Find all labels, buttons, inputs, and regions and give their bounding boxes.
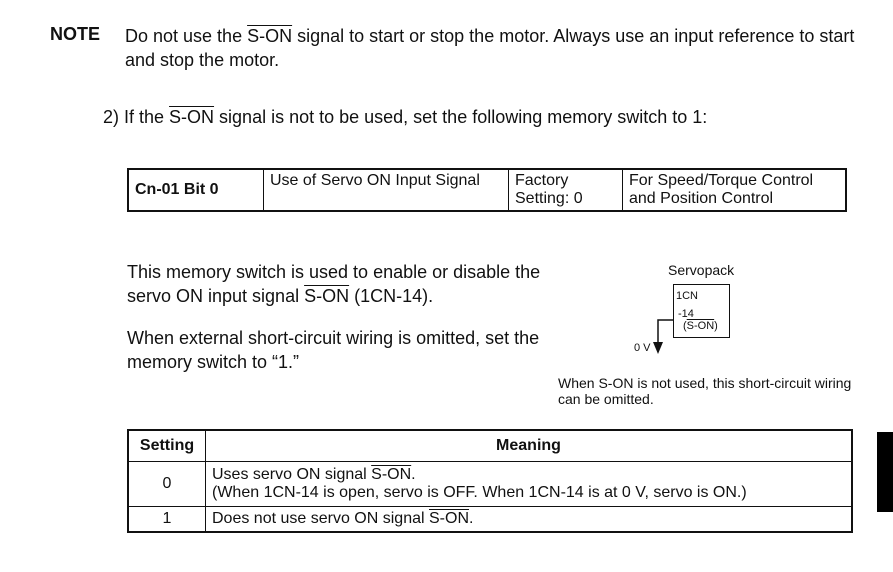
step-text-pre: If the: [119, 107, 170, 127]
note-label: NOTE: [50, 24, 101, 44]
note-text-post: signal to start or stop the motor. Always use an input reference to start and stop the motor.: [125, 26, 855, 70]
control-line1: For Speed/Torque Control: [629, 172, 814, 189]
switch-name: Use of Servo ON Input Signal: [264, 170, 509, 210]
control-line2: and Position Control: [629, 190, 774, 207]
switch-factory-setting: [509, 170, 623, 210]
step-signal: S-ON: [169, 107, 215, 127]
pin-signal-label: [683, 320, 718, 332]
ground-arrow-icon: [653, 342, 663, 354]
step-instruction: [103, 107, 707, 128]
header-meaning: Meaning: [206, 430, 853, 462]
description-paragraph-2: When external short-circuit wiring is omitted, set the memory switch to “1.”: [127, 328, 540, 372]
header-setting: Setting: [128, 430, 206, 462]
row-setting: 0: [128, 462, 206, 507]
note-signal: S-ON: [247, 26, 293, 46]
meaning-post: .: [469, 510, 474, 527]
meaning-signal: S-ON: [371, 466, 412, 483]
step-number: 2): [103, 107, 120, 127]
settings-header-row: [128, 430, 852, 462]
diagram-caption: When S-ON is not used, this short-circuit wiring can be omitted.: [558, 375, 852, 407]
meaning-pre: Does not use servo ON signal: [212, 510, 429, 527]
desc1-pre: This memory switch is used to enable or disable the servo ON input signal: [127, 262, 541, 306]
switch-param: Cn-01 Bit 0: [129, 170, 264, 210]
pin-signal-name: S-ON: [686, 320, 715, 332]
memory-switch-table: [127, 168, 847, 212]
wire-line: [658, 320, 673, 344]
page-edge-tab: [877, 432, 893, 512]
pin-signal-open: (: [683, 320, 687, 332]
row-meaning: [206, 507, 853, 533]
settings-table: [127, 429, 853, 533]
meaning-line2: (When 1CN-14 is open, servo is OFF. When 1CN-14 is at 0 V, servo is ON.): [212, 484, 747, 501]
row-meaning: [206, 462, 853, 507]
factory-line1: Factory: [515, 172, 569, 189]
meaning-line1: [212, 466, 845, 484]
pin-connector-label: 1CN: [676, 290, 699, 302]
row-setting: 1: [128, 507, 206, 533]
factory-line2: Setting: 0: [515, 190, 583, 207]
servopack-label: Servopack: [668, 262, 735, 278]
meaning-post: .: [411, 466, 416, 483]
note-text-pre: Do not use the: [125, 26, 248, 46]
description-paragraph-1: [127, 260, 557, 308]
switch-control-mode: [623, 170, 845, 210]
desc1-signal: S-ON: [304, 286, 350, 306]
ground-label: 0 V: [634, 342, 651, 354]
note-text: [125, 24, 865, 72]
step-text-post: signal is not to be used, set the following memory switch to 1:: [214, 107, 708, 127]
desc1-post: (1CN-14).: [349, 286, 434, 306]
pin-signal-close: ): [714, 320, 718, 332]
meaning-pre: Uses servo ON signal: [212, 466, 372, 483]
table-row: [128, 507, 852, 533]
pin-number-label: -14: [678, 308, 694, 320]
meaning-signal: S-ON: [429, 510, 469, 527]
table-row: [128, 462, 852, 507]
